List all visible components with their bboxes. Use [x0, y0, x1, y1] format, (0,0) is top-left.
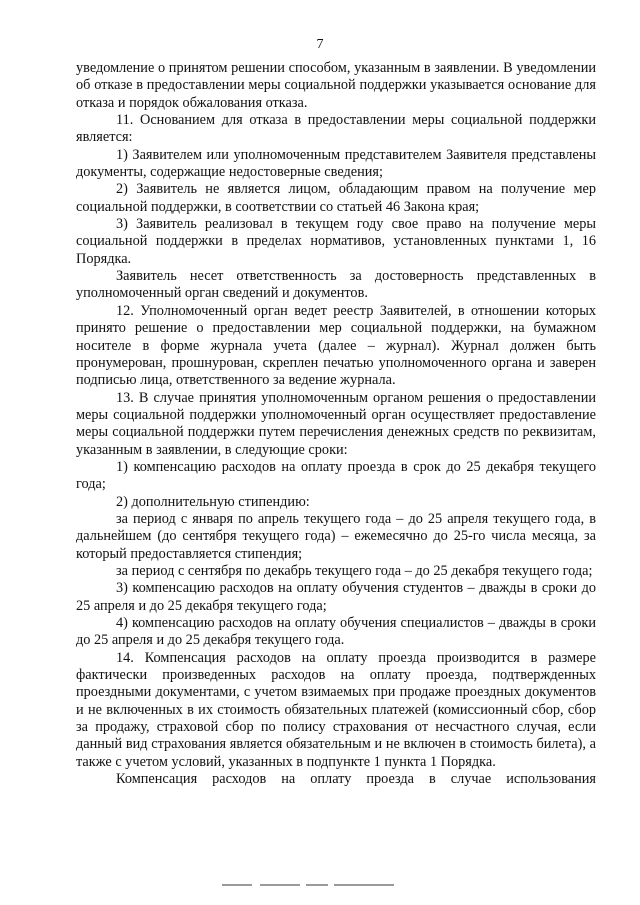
scan-artifact — [222, 884, 422, 888]
document-body — [76, 60, 596, 788]
page-number: 7 — [316, 37, 324, 52]
subitem-13-1: 1) компенсацию расходов на оплату проезда в срок до 25 декабря текущего года; — [76, 458, 596, 493]
subitem-13-2: 2) дополнительную стипендию: — [116, 493, 310, 510]
subitem-11-3: 3) Заявитель реализовал в текущем году свое право на получение меры социальной поддержки в пределах нормативов, установленных пунктами 1, 16 Порядка. — [76, 216, 596, 267]
subitem-11-2: 2) Заявитель не является лицом, обладающим правом на получение мер социальной поддержки, в соответствии со статьей 46 Закона края; — [76, 181, 596, 215]
subitem-13-2-sep-dec: за период с сентября по декабрь текущего года – до 25 декабря текущего года; — [116, 562, 593, 579]
subitem-13-4: 4) компенсацию расходов на оплату обучения специалистов – дважды в сроки до 25 апреля и до 25 декабря текущего года. — [76, 615, 596, 649]
subitem-11-1: 1) Заявителем или уполномоченным представителем Заявителя представлены документы, содержащие недостоверные сведения; — [76, 146, 596, 181]
paragraph-item-14: 14. Компенсация расходов на оплату проезда производится в размере фактически произведенных расходов на оплату проезда, подтвержденных проездными документами, с учетом взимаемых при продаже проездных документов и не включенных в их стоимость обязательных платежей (комиссионный сбор, сбор за продажу, страховой сбор по полису страхования от несчастного случая, если данный вид страхования является обязательным и не включен в стоимость билета), а также с учетом условий, указанных в подпункте 1 пункта 1 Порядка. — [76, 649, 596, 770]
paragraph-item-12: 12. Уполномоченный орган ведет реестр Заявителей, в отношении которых принято решение о предоставлении мер социальной поддержки, на бумажном носителе в форме журнала учета (далее – журнал). Журнал должен быть пронумерован, прошнурован, скреплен печатью уполномоченного органа и заверен подписью лица, ответственного за ведение журнала. — [76, 302, 596, 389]
paragraph-item-13: 13. В случае принятия уполномоченным органом решения о предоставлении меры социальной поддержки уполномоченный орган осуществляет предоставление меры социальной поддержки путем перечисления денежных средств по реквизитам, указанным в заявлении, в следующие сроки: — [76, 389, 596, 458]
paragraph: уведомление о принятом решении способом, указанным в заявлении. В уведомлении об отказе в предоставлении меры социальной поддержки указывается основание для отказа и порядок обжалования отказа. — [76, 60, 596, 111]
paragraph-continued: Компенсация расходов на оплату проезда в случае использования — [116, 771, 596, 788]
paragraph-responsibility: Заявитель несет ответственность за достоверность представленных в уполномоченный орган сведений и документов. — [76, 268, 596, 302]
paragraph-item-11: 11. Основанием для отказа в предоставлении меры социальной поддержки является: — [76, 112, 596, 146]
subitem-13-3: 3) компенсацию расходов на оплату обучения студентов – дважды в сроки до 25 апреля и до 25 декабря текущего года; — [76, 580, 596, 614]
subitem-13-2-jan-apr: за период с января по апрель текущего года – до 25 апреля текущего года, в дальнейшем (до сентября текущего года) – ежемесячно до 25-го числа месяца, за который предоставляется стипендия; — [76, 510, 596, 562]
